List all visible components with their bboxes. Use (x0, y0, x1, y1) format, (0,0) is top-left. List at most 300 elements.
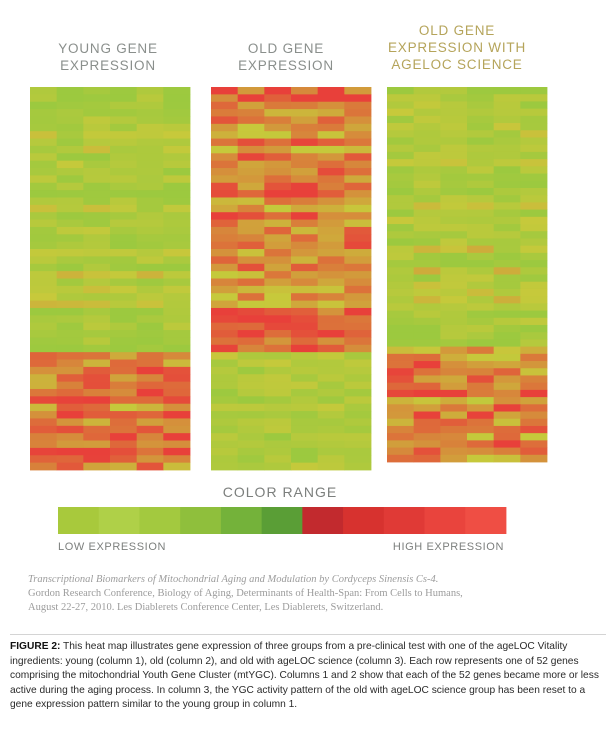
heatmap-cell (137, 161, 164, 169)
heatmap-cell (264, 352, 291, 360)
heatmap-cell (494, 397, 521, 405)
heatmap-cell (30, 168, 57, 176)
heatmap-cell (264, 286, 291, 294)
heatmap-cell (520, 210, 547, 218)
heatmap-cell (163, 131, 190, 139)
heatmap-cell (110, 360, 137, 368)
heatmap-cell (238, 234, 265, 242)
heatmap-cell (440, 339, 467, 347)
heatmap-cell (318, 382, 345, 390)
heatmap-cell (137, 190, 164, 198)
heatmap-cell (57, 448, 84, 456)
heatmap-cell (264, 271, 291, 279)
heatmap-cell (520, 426, 547, 434)
heatmap-cell (30, 367, 57, 375)
heatmap-cell (387, 246, 414, 254)
column-title-young: YOUNG GENE EXPRESSION (58, 41, 158, 73)
heatmap-cell (494, 419, 521, 427)
heatmap-cell (238, 271, 265, 279)
heatmap-cell (440, 412, 467, 420)
heatmap-cell (414, 116, 441, 124)
heatmap-cell (264, 404, 291, 412)
heatmap-cell (291, 264, 318, 272)
heatmap-cell (344, 153, 371, 161)
heatmap-cell (440, 181, 467, 189)
heatmap-cell (163, 315, 190, 323)
heatmap-cell (414, 137, 441, 145)
heatmap-cell (264, 360, 291, 368)
heatmap-cell (440, 224, 467, 232)
heatmap-cell (467, 332, 494, 340)
heatmap-cell (291, 234, 318, 242)
heatmap-cell (387, 152, 414, 160)
heatmap-cell (211, 411, 238, 419)
heatmap-cell (110, 463, 137, 471)
heatmap-cell (83, 389, 110, 397)
heatmap-cell (264, 131, 291, 139)
heatmap-cell (110, 382, 137, 390)
heatmap-cell (238, 139, 265, 147)
heatmap-cell (264, 249, 291, 257)
heatmap-cell (137, 139, 164, 147)
heatmap-cell (30, 249, 57, 257)
heatmap-cell (163, 124, 190, 132)
heatmap-cell (30, 183, 57, 191)
heatmap-cell (387, 130, 414, 138)
heatmap-cell (291, 374, 318, 382)
heatmap-cell (467, 282, 494, 290)
heatmap-cell (30, 161, 57, 169)
heatmap-cell (494, 224, 521, 232)
heatmap-cell (291, 256, 318, 264)
heatmap-cell (83, 139, 110, 147)
heatmap-cell (137, 234, 164, 242)
heatmap-cell (238, 308, 265, 316)
heatmap-cell (30, 116, 57, 124)
heatmap-cell (440, 303, 467, 311)
heatmap-cell (57, 308, 84, 316)
heatmap-cell (414, 210, 441, 218)
heatmap-cell (520, 137, 547, 145)
heatmap-cell (264, 448, 291, 456)
heatmap-cell (520, 94, 547, 102)
heatmap-cell (414, 419, 441, 427)
heatmap-cell (30, 448, 57, 456)
heatmap-cell (318, 116, 345, 124)
heatmap-cell (30, 323, 57, 331)
heatmap-cell (30, 396, 57, 404)
heatmap-cell (57, 94, 84, 102)
heatmap-cell (344, 212, 371, 220)
heatmap-cell (318, 197, 345, 205)
heatmap-cell (467, 202, 494, 210)
heatmap-cell (318, 279, 345, 287)
heatmap-cell (57, 183, 84, 191)
heatmap-cell (291, 271, 318, 279)
heatmap-cell (467, 383, 494, 391)
heatmap-cell (414, 433, 441, 441)
heatmap-cell (520, 202, 547, 210)
heatmap-cell (494, 455, 521, 463)
heatmap-cell (163, 441, 190, 449)
heatmap-cell (520, 224, 547, 232)
heatmap-cell (467, 94, 494, 102)
heatmap-cell (467, 433, 494, 441)
heatmap-cell (467, 260, 494, 268)
heatmap-cell (494, 311, 521, 319)
heatmap-cell (137, 183, 164, 191)
heatmap-cell (110, 242, 137, 250)
heatmap-cell (264, 382, 291, 390)
heatmap-cell (110, 374, 137, 382)
heatmap-cell (30, 87, 57, 95)
heatmap-cell (137, 168, 164, 176)
heatmap-cell (163, 220, 190, 228)
heatmap-cell (344, 441, 371, 449)
heatmap-cell (467, 101, 494, 109)
heatmap-cell (264, 139, 291, 147)
heatmap-cell (110, 448, 137, 456)
heatmap-cell (83, 116, 110, 124)
heatmap-cell (30, 345, 57, 353)
heatmap-cell (137, 433, 164, 441)
heatmap-cell (211, 389, 238, 397)
heatmap-cell (494, 231, 521, 239)
heatmap-cell (30, 124, 57, 132)
heatmap-cell (440, 289, 467, 297)
heatmap-cell (414, 145, 441, 153)
heatmap-cell (467, 166, 494, 174)
heatmap-cell (387, 210, 414, 218)
heatmap-cell (137, 205, 164, 213)
heatmap-cell (83, 382, 110, 390)
heatmap-cell (264, 124, 291, 132)
heatmap-cell (387, 426, 414, 434)
heatmap-cell (414, 101, 441, 109)
heatmap-cell (57, 87, 84, 95)
heatmap-cell (318, 161, 345, 169)
heatmap-cell (211, 374, 238, 382)
heatmap-cell (318, 374, 345, 382)
heatmap-cell (440, 166, 467, 174)
heatmap-cell (211, 271, 238, 279)
heatmap-cell (467, 419, 494, 427)
heatmap-cell (291, 301, 318, 309)
heatmap-cell (110, 102, 137, 110)
heatmap-cell (467, 231, 494, 239)
heatmap-cell (344, 168, 371, 176)
heatmap-cell (57, 455, 84, 463)
heatmap-cell (83, 102, 110, 110)
heatmap-cell (83, 433, 110, 441)
heatmap-cell (318, 293, 345, 301)
heatmap-cell (387, 368, 414, 376)
citation-title: Transcriptional Biomarkers of Mitochondrial Aging and Modulation by Cordyceps Sinensis Cs-4. (28, 574, 439, 585)
heatmap-cell (520, 188, 547, 196)
heatmap-cell (291, 308, 318, 316)
heatmap-cell (344, 124, 371, 132)
heatmap-cell (387, 361, 414, 369)
heatmap-cell (83, 352, 110, 360)
heatmap-cell (440, 109, 467, 117)
heatmap-cell (414, 246, 441, 254)
heatmap-cell (344, 109, 371, 117)
heatmap-cell (494, 325, 521, 333)
heatmap-cell (137, 256, 164, 264)
heatmap-cell (110, 94, 137, 102)
heatmap-cell (387, 303, 414, 311)
heatmap-cell (83, 293, 110, 301)
heatmap-cell (414, 390, 441, 398)
heatmap-cell (344, 404, 371, 412)
heatmap-cell (291, 455, 318, 463)
heatmap-cell (344, 293, 371, 301)
heatmap-cell (467, 440, 494, 448)
heatmap-cell (344, 279, 371, 287)
heatmap-cell (318, 131, 345, 139)
heatmap-cell (137, 242, 164, 250)
heatmap-cell (238, 279, 265, 287)
heatmap-cell (318, 323, 345, 331)
heatmap-cell (83, 94, 110, 102)
heatmap-cell (110, 426, 137, 434)
heatmap-cell (264, 308, 291, 316)
heatmap-cell (83, 323, 110, 331)
heatmap-cell (57, 463, 84, 471)
heatmap-cell (238, 197, 265, 205)
heatmap-cell (414, 397, 441, 405)
heatmap-cell (137, 175, 164, 183)
heatmap-cell (57, 131, 84, 139)
heatmap-cell (110, 205, 137, 213)
heatmap-cell (30, 441, 57, 449)
heatmap-cell (83, 109, 110, 117)
heatmap-cell (440, 145, 467, 153)
heatmap-cell (137, 367, 164, 375)
heatmap-cell (467, 195, 494, 203)
heatmap-cell (387, 217, 414, 225)
heatmap-cell (387, 332, 414, 340)
heatmap-cell (520, 238, 547, 246)
heatmap-cell (238, 124, 265, 132)
heatmap-cell (494, 404, 521, 412)
heatmap-cell (110, 249, 137, 257)
heatmap-cell (264, 197, 291, 205)
heatmap-cell (291, 404, 318, 412)
column-title-ageloc: OLD GENE EXPRESSION WITH AGELOC SCIENCE (387, 23, 526, 72)
heatmap-cell (137, 153, 164, 161)
heatmap-cell (467, 109, 494, 117)
heatmap-cell (211, 337, 238, 345)
heatmap-cell (83, 308, 110, 316)
heatmap-cell (163, 455, 190, 463)
heatmap-cell (494, 145, 521, 153)
heatmap-cell (30, 190, 57, 198)
heatmap-cell (211, 234, 238, 242)
heatmap-cell (57, 168, 84, 176)
heatmap-cell (344, 190, 371, 198)
heatmap-cell (520, 318, 547, 326)
heatmap-cell (520, 448, 547, 456)
heatmap-cell (211, 463, 238, 471)
heatmap-cell (291, 352, 318, 360)
heatmap-cell (414, 152, 441, 160)
heatmap-cell (344, 463, 371, 471)
heatmap-cell (211, 301, 238, 309)
heatmap-cell (440, 238, 467, 246)
heatmap-cell (387, 260, 414, 268)
heatmap-cell (291, 367, 318, 375)
heatmap-cell (238, 374, 265, 382)
heatmap-cell (494, 87, 521, 95)
heatmap-cell (83, 190, 110, 198)
heatmap-cell (264, 242, 291, 250)
heatmap-cell (291, 146, 318, 154)
heatmap-cell (83, 286, 110, 294)
heatmap-cell (318, 345, 345, 353)
heatmap-cell (467, 217, 494, 225)
heatmap-cell (57, 102, 84, 110)
heatmap-cell (387, 448, 414, 456)
heatmap-cell (57, 315, 84, 323)
heatmap-cell (440, 210, 467, 218)
heatmap-cell (440, 275, 467, 283)
heatmap-cell (57, 256, 84, 264)
heatmap-cell (57, 124, 84, 132)
heatmap-cell (344, 234, 371, 242)
heatmap-cell (520, 87, 547, 95)
heatmap-cell (414, 448, 441, 456)
heatmap-cell (238, 441, 265, 449)
heatmap-cell (30, 374, 57, 382)
heatmap-cell (494, 166, 521, 174)
heatmap-cell (414, 231, 441, 239)
heatmap-cell (344, 411, 371, 419)
heatmap-cell (414, 383, 441, 391)
heatmap-cell (57, 411, 84, 419)
heatmap-cell (30, 418, 57, 426)
heatmap-cell (137, 271, 164, 279)
heatmap-cell (344, 323, 371, 331)
heatmap-cell (83, 463, 110, 471)
heatmap-cell (110, 396, 137, 404)
heatmap-cell (57, 433, 84, 441)
heatmap-cell (264, 234, 291, 242)
heatmap-cell (57, 234, 84, 242)
heatmap-cell (211, 102, 238, 110)
heatmap-cell (344, 271, 371, 279)
heatmap-cell (238, 131, 265, 139)
heatmap-cell (57, 279, 84, 287)
heatmap-cell (494, 137, 521, 145)
heatmap-cell (30, 382, 57, 390)
heatmap-cell (467, 318, 494, 326)
heatmap-cell (30, 153, 57, 161)
heatmap-cell (467, 368, 494, 376)
heatmap-cell (440, 123, 467, 131)
heatmap-cell (163, 116, 190, 124)
heatmap-cell (83, 205, 110, 213)
heatmap-cell (467, 224, 494, 232)
heatmap-cell (494, 289, 521, 297)
heatmap-cell (57, 264, 84, 272)
heatmap-cell (291, 116, 318, 124)
heatmap-cell (137, 411, 164, 419)
heatmap-cell (163, 153, 190, 161)
heatmap-cell (110, 168, 137, 176)
heatmap-cell (414, 217, 441, 225)
heatmap-cell (414, 289, 441, 297)
heatmap-cell (238, 411, 265, 419)
heatmap-cell (211, 131, 238, 139)
heatmap-cell (387, 87, 414, 95)
heatmap-cell (238, 396, 265, 404)
heatmap-cell (520, 246, 547, 254)
heatmap-cell (344, 330, 371, 338)
heatmap-cell (318, 315, 345, 323)
heatmap-cell (467, 339, 494, 347)
heatmap-cell (318, 463, 345, 471)
heatmap-cell (494, 440, 521, 448)
heatmap-cell (238, 227, 265, 235)
heatmap-cell (83, 367, 110, 375)
heatmap-cell (83, 345, 110, 353)
heatmap-cell (163, 242, 190, 250)
heatmap-cell (238, 256, 265, 264)
heatmap-cell (440, 260, 467, 268)
heatmap-cell (520, 181, 547, 189)
heatmap-cell (30, 212, 57, 220)
color-range-swatch (262, 507, 303, 534)
heatmap-cell (494, 339, 521, 347)
heatmap-cell (110, 124, 137, 132)
heatmap-cell (211, 448, 238, 456)
heatmap-cell (344, 286, 371, 294)
color-range-swatch (465, 507, 506, 534)
heatmap-cell (467, 145, 494, 153)
heatmap-cell (318, 271, 345, 279)
heatmap-cell (520, 195, 547, 203)
heatmap-cell (291, 315, 318, 323)
heatmap-cell (163, 411, 190, 419)
heatmap-cell (137, 102, 164, 110)
heatmap-cell (414, 412, 441, 420)
heatmap-cell (163, 87, 190, 95)
citation-conference: Gordon Research Conference, Biology of Aging, Determinants of Health-Span: From Cells to Humans, (28, 588, 463, 599)
heatmap-cell (291, 330, 318, 338)
heatmap-cell (291, 183, 318, 191)
heatmap-cell (137, 109, 164, 117)
heatmap-cell (110, 286, 137, 294)
heatmap-cell (291, 279, 318, 287)
heatmap-cell (30, 256, 57, 264)
heatmap-cell (318, 175, 345, 183)
heatmap-cell (211, 293, 238, 301)
heatmap-cell (264, 109, 291, 117)
heatmap-cell (264, 220, 291, 228)
heatmap-cell (57, 374, 84, 382)
heatmap-cell (30, 389, 57, 397)
heatmap-cell (520, 152, 547, 160)
heatmap-cell (318, 308, 345, 316)
column-title-old: OLD GENE EXPRESSION (238, 41, 334, 73)
heatmap-cell (520, 253, 547, 261)
heatmap-cell (344, 352, 371, 360)
heatmap-cell (238, 418, 265, 426)
heatmap-cell (137, 264, 164, 272)
heatmap-cell (291, 418, 318, 426)
heatmap-cell (520, 109, 547, 117)
